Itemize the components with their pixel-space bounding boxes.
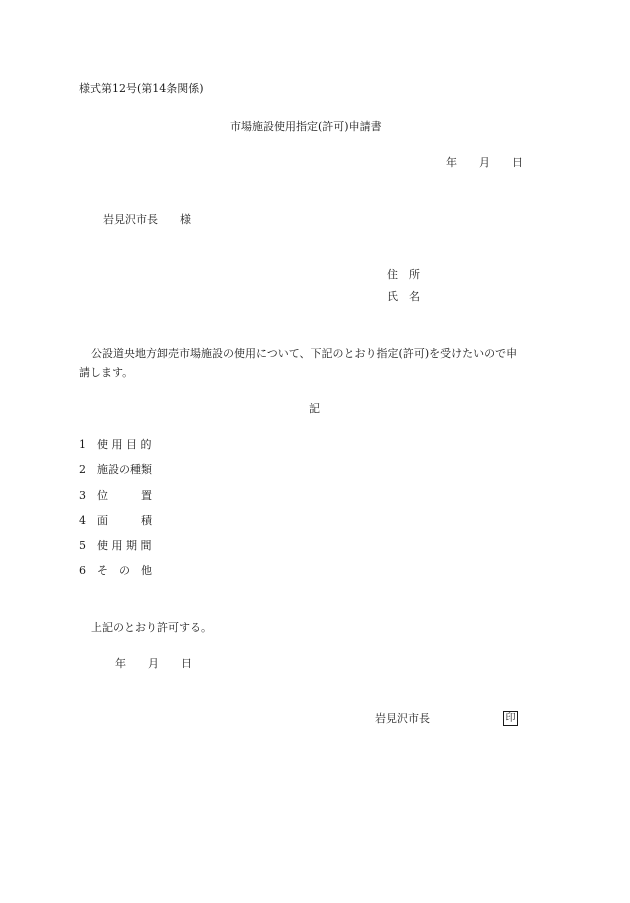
list-item xyxy=(79,539,152,553)
ki-heading: 記 xyxy=(309,402,320,415)
list-item xyxy=(79,564,152,578)
application-date: 年 月 日 xyxy=(446,156,523,169)
item-label: 位 置 xyxy=(97,489,152,502)
form-number: 様式第12号(第14条関係) xyxy=(79,82,204,95)
item-number: 6 xyxy=(79,564,86,577)
item-number: 1 xyxy=(79,438,86,451)
list-item xyxy=(79,514,152,528)
item-number: 4 xyxy=(79,514,86,527)
approval-statement: 上記のとおり許可する。 xyxy=(91,621,212,634)
list-item xyxy=(79,463,152,477)
item-number: 2 xyxy=(79,463,86,476)
item-label: そ の 他 xyxy=(97,564,152,577)
address-label: 住 所 xyxy=(387,268,420,281)
approval-date: 年 月 日 xyxy=(115,657,192,670)
item-number: 5 xyxy=(79,539,86,552)
issuing-authority: 岩見沢市長 xyxy=(375,712,430,725)
item-label: 面 積 xyxy=(97,514,152,527)
item-number: 3 xyxy=(79,489,86,502)
list-item xyxy=(79,489,152,503)
addressee: 岩見沢市長 様 xyxy=(103,213,191,226)
body-text-line2: 請します。 xyxy=(79,366,134,379)
item-label: 使 用 期 間 xyxy=(97,539,152,552)
item-label: 施設の種類 xyxy=(97,463,152,476)
list-item xyxy=(79,438,152,452)
seal-mark: 印 xyxy=(503,711,518,726)
item-label: 使 用 目 的 xyxy=(97,438,152,451)
name-label: 氏 名 xyxy=(387,290,420,303)
body-text-line1: 公設道央地方卸売市場施設の使用について、下記のとおり指定(許可)を受けたいので申 xyxy=(91,347,518,360)
document-title: 市場施設使用指定(許可)申請書 xyxy=(230,120,382,133)
